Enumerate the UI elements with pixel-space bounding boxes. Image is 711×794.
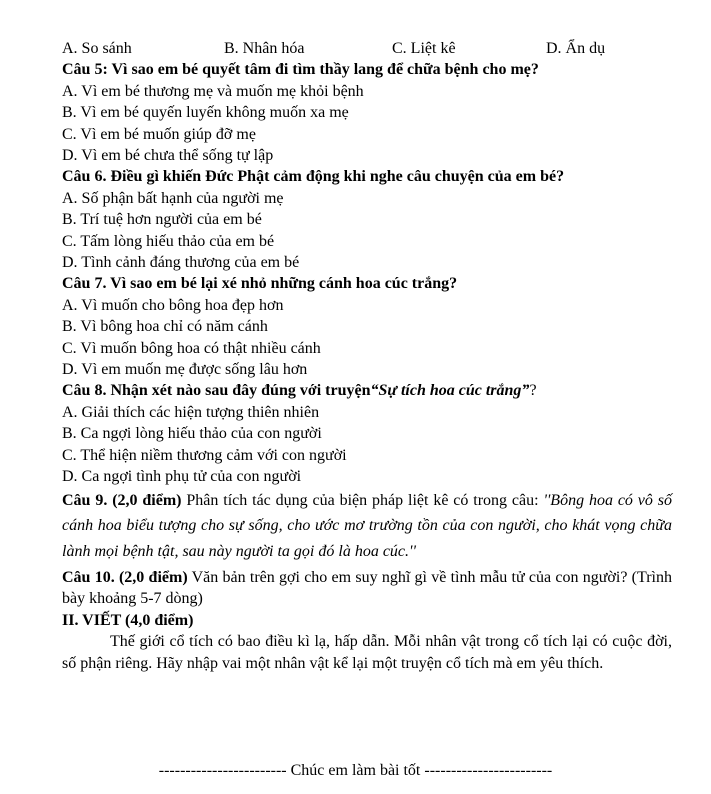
- question-6-title: Câu 6. Điều gì khiến Đức Phật cảm động khi nghe câu chuyện của em bé?: [62, 168, 565, 186]
- question-7-title: Câu 7. Vì sao em bé lại xé nhỏ những cánh hoa cúc trắng?: [62, 275, 458, 293]
- question-9-quote: ''Bông hoa có vô số cánh hoa biểu tượng cho sự sống, cho ước mơ trường tồn của con người, cho khát vọng chữa lành mọi bệnh tật, sau này người ta gọi đó là hoa cúc.'': [62, 491, 672, 560]
- option-d: D. Ẩn dụ: [546, 40, 606, 57]
- question-5-option: C. Vì em bé muốn giúp đỡ mẹ: [62, 125, 256, 143]
- question-8-story-name: “Sự tích hoa cúc trắng”: [370, 382, 530, 400]
- question-6-option: A. Số phận bất hạnh của người mẹ: [62, 189, 284, 207]
- question-8-option: D. Ca ngợi tình phụ tử của con người: [62, 468, 302, 486]
- section-2-body: Thế giới cổ tích có bao điều kì lạ, hấp dẫn. Mỗi nhân vật trong cổ tích lại có cuộc đời, số phận riêng. Hãy nhập vai một nhân vật kể lại một truyện cổ tích mà em yêu thích.: [62, 633, 672, 672]
- footer-text: ------------------------ Chúc em làm bài tốt ------------------------: [158, 762, 553, 779]
- question-7-option: D. Vì em muốn mẹ được sống lâu hơn: [62, 361, 308, 379]
- question-8-title-start: Câu 8. Nhận xét nào sau đây đúng với truyện: [62, 382, 371, 400]
- question-7-option: B. Vì bông hoa chỉ có năm cánh: [62, 318, 268, 336]
- option-a: A. So sánh: [62, 40, 132, 57]
- question-6-option: D. Tình cảnh đáng thương của em bé: [62, 254, 300, 272]
- question-9-prompt: Phân tích tác dụng của biện pháp liệt kê có trong câu:: [181, 491, 544, 509]
- question-7-option: C. Vì muốn bông hoa có thật nhiều cánh: [62, 339, 321, 357]
- question-5-option: B. Vì em bé quyến luyến không muốn xa mẹ: [62, 104, 349, 122]
- question-8-option: A. Giải thích các hiện tượng thiên nhiên: [62, 403, 320, 421]
- question-10: [62, 567, 672, 610]
- question-6-option: C. Tấm lòng hiếu thảo của em bé: [62, 232, 275, 250]
- question-5-option: D. Vì em bé chưa thể sống tự lập: [62, 147, 274, 165]
- answer-options-row: [62, 38, 672, 59]
- exam-content: [62, 38, 672, 674]
- question-5-title: Câu 5: Vì sao em bé quyết tâm đi tìm thầy lang để chữa bệnh cho mẹ?: [62, 61, 539, 79]
- question-6-option: B. Trí tuệ hơn người của em bé: [62, 211, 262, 229]
- option-b: B. Nhân hóa: [224, 40, 305, 57]
- question-7-option: A. Vì muốn cho bông hoa đẹp hơn: [62, 296, 284, 314]
- question-8-option: C. Thể hiện niềm thương cảm với con người: [62, 446, 347, 464]
- question-9-label: Câu 9. (2,0 điểm): [62, 491, 182, 509]
- question-10-label: Câu 10. (2,0 điểm): [62, 569, 188, 587]
- section-2-heading: II. VIẾT (4,0 điểm): [62, 611, 194, 629]
- question-10-prompt: Văn bản trên gợi cho em suy nghĩ gì về tình mẫu tử của con người? (Trình bày khoảng 5-7 dòng): [62, 569, 672, 608]
- question-5-option: A. Vì em bé thương mẹ và muốn mẹ khỏi bệnh: [62, 82, 364, 100]
- question-8-title-end: ?: [529, 382, 537, 400]
- question-8-option: B. Ca ngợi lòng hiếu thảo của con người: [62, 425, 322, 443]
- question-9: [62, 488, 672, 565]
- question-8-title: [62, 380, 672, 401]
- option-c: C. Liệt kê: [392, 40, 456, 57]
